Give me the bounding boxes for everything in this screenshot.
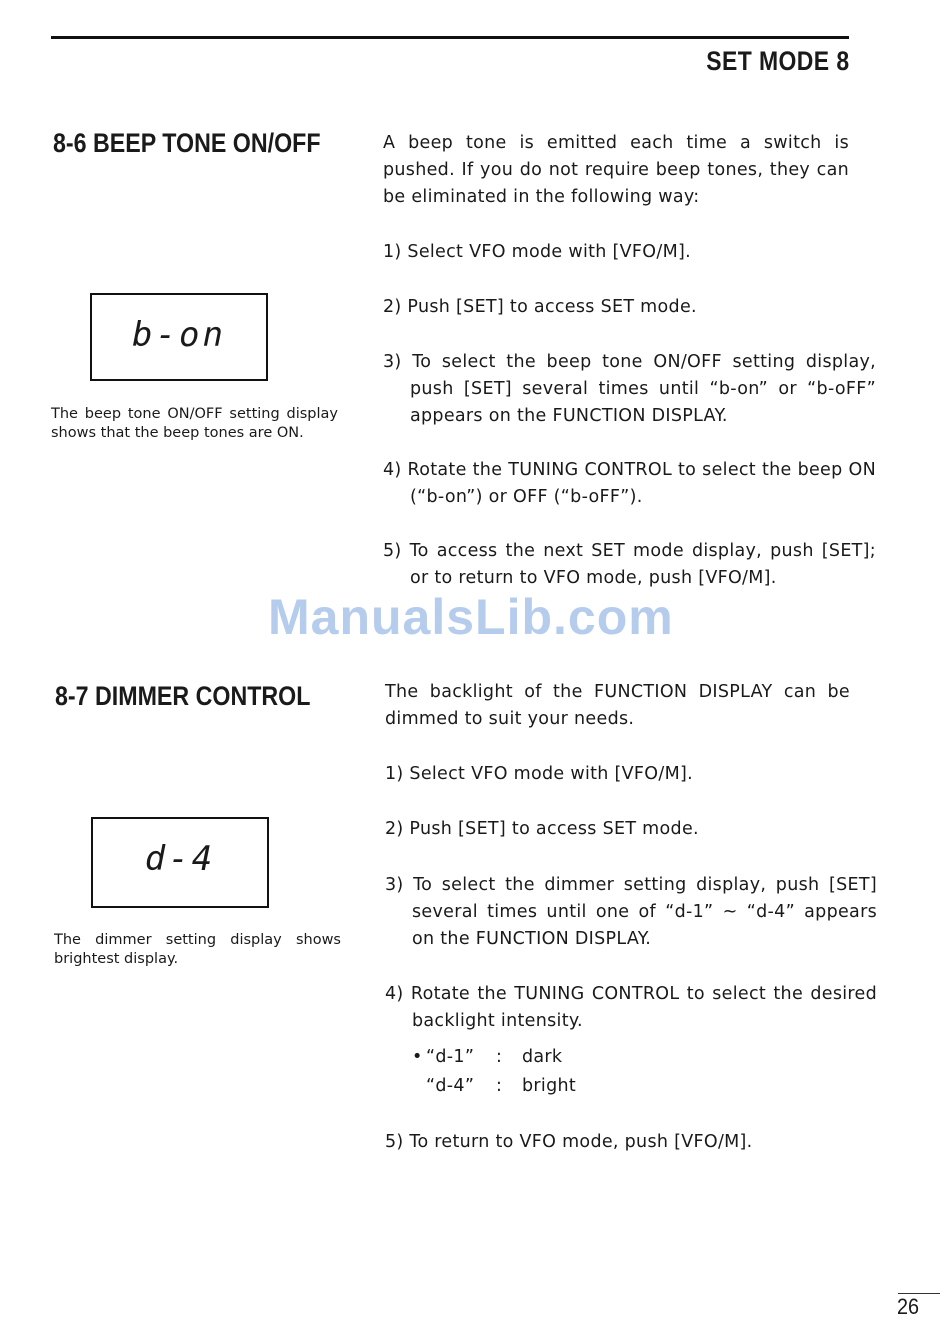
option-code: “d-1”: [426, 1047, 475, 1067]
option-separator: :: [496, 1076, 503, 1096]
step-beep-5: 5) To access the next SET mode display, push [SET]; or to return to VFO mode, push [VFO/M].: [383, 541, 876, 588]
intro-dimmer: The backlight of the FUNCTION DISPLAY can be dimmed to suit your needs.: [385, 682, 850, 729]
option-code: “d-4”: [426, 1076, 475, 1096]
step-beep-2: 2) Push [SET] to access SET mode.: [383, 297, 697, 317]
option-dark: [412, 1043, 562, 1072]
intro-beep-tone: A beep tone is emitted each time a switch is pushed. If you do not require beep tones, they can be eliminated in the following way:: [383, 133, 849, 207]
option-bullet: •: [412, 1047, 423, 1067]
step-beep-1: 1) Select VFO mode with [VFO/M].: [383, 242, 691, 262]
watermark: ManualsLib.com: [268, 589, 674, 645]
step-dimmer-1: 1) Select VFO mode with [VFO/M].: [385, 764, 693, 784]
step-beep-3: 3) To select the beep tone ON/OFF setting display, push [SET] several times until “b-on” or “b-oFF” appears on the FUNCTION DISPLAY.: [383, 352, 876, 426]
display-readout-beep: b-on: [132, 315, 226, 355]
chapter-title: SET MODE 8: [706, 46, 850, 76]
step-dimmer-2: 2) Push [SET] to access SET mode.: [385, 819, 699, 839]
step-dimmer-5: 5) To return to VFO mode, push [VFO/M].: [385, 1132, 753, 1152]
section-heading-dimmer: 8-7 DIMMER CONTROL: [55, 681, 311, 711]
option-bright: [412, 1072, 576, 1101]
display-readout-dimmer: d-4: [144, 839, 216, 879]
caption-dimmer-display: The dimmer setting display shows brightest display.: [54, 932, 341, 967]
step-dimmer-4: 4) Rotate the TUNING CONTROL to select the desired backlight intensity.: [385, 984, 877, 1031]
step-beep-4: 4) Rotate the TUNING CONTROL to select the beep ON (“b-on”) or OFF (“b-oFF”).: [383, 460, 876, 507]
caption-beep-display: The beep tone ON/OFF setting display shows that the beep tones are ON.: [51, 406, 338, 441]
step-dimmer-3: 3) To select the dimmer setting display, push [SET] several times until one of “d-1” ~ “d-4” appears on the FUNCTION DISPLAY.: [385, 875, 877, 949]
page-number: 26: [897, 1294, 920, 1319]
function-display-dimmer: [91, 817, 269, 908]
function-display-beep: [90, 293, 268, 381]
header-rule: [51, 36, 849, 39]
option-meaning: bright: [522, 1076, 577, 1096]
section-heading-beep-tone: 8-6 BEEP TONE ON/OFF: [53, 128, 321, 158]
option-meaning: dark: [522, 1047, 563, 1067]
option-separator: :: [496, 1047, 503, 1067]
